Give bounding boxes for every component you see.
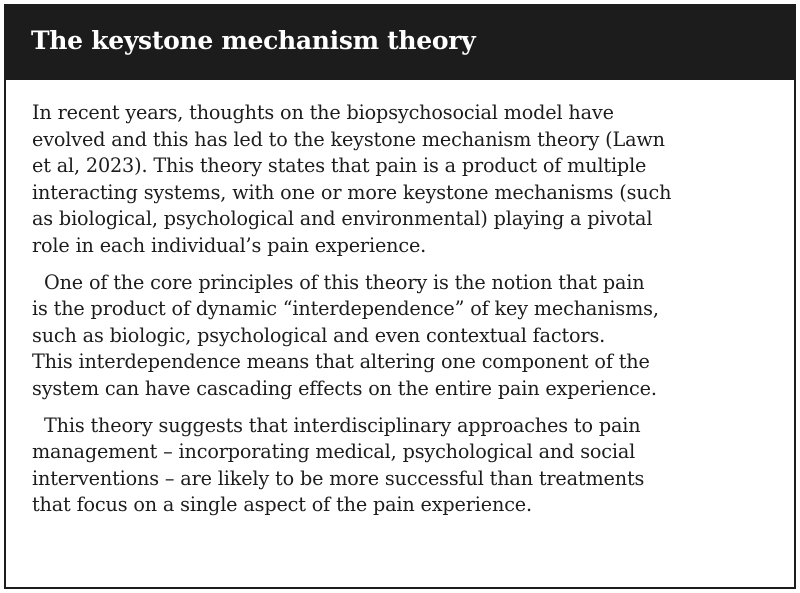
paragraph-3: [32, 413, 774, 519]
text-line: This interdependence means that altering one component of the: [32, 350, 650, 374]
text-line: evolved and this has led to the keystone mechanism theory (Lawn: [32, 127, 665, 151]
text-line: et al, 2023). This theory states that pain is a product of multiple: [32, 154, 647, 178]
text-line: interventions – are likely to be more successful than treatments: [32, 466, 645, 490]
sidebar-box: [4, 4, 796, 589]
text-line: as biological, psychological and environmental) playing a pivotal: [32, 207, 653, 231]
box-body: [6, 80, 794, 519]
text-line: One of the core principles of this theory is the notion that pain: [44, 270, 645, 294]
box-header: [6, 6, 794, 80]
paragraph-2: [32, 270, 774, 403]
text-line: management – incorporating medical, psychological and social: [32, 440, 636, 464]
text-line: is the product of dynamic “interdependence” of key mechanisms,: [32, 297, 659, 321]
text-line: interacting systems, with one or more keystone mechanisms (such: [32, 180, 672, 204]
box-title: The keystone mechanism theory: [31, 26, 476, 55]
paragraph-1: [32, 100, 774, 260]
text-line: such as biologic, psychological and even contextual factors.: [32, 323, 606, 347]
text-line: In recent years, thoughts on the biopsychosocial model have: [32, 101, 614, 124]
text-line: role in each individual’s pain experience.: [32, 233, 427, 257]
text-line: This theory suggests that interdisciplinary approaches to pain: [44, 413, 641, 437]
text-line: that focus on a single aspect of the pain experience.: [32, 493, 532, 517]
text-line: system can have cascading effects on the entire pain experience.: [32, 376, 657, 400]
